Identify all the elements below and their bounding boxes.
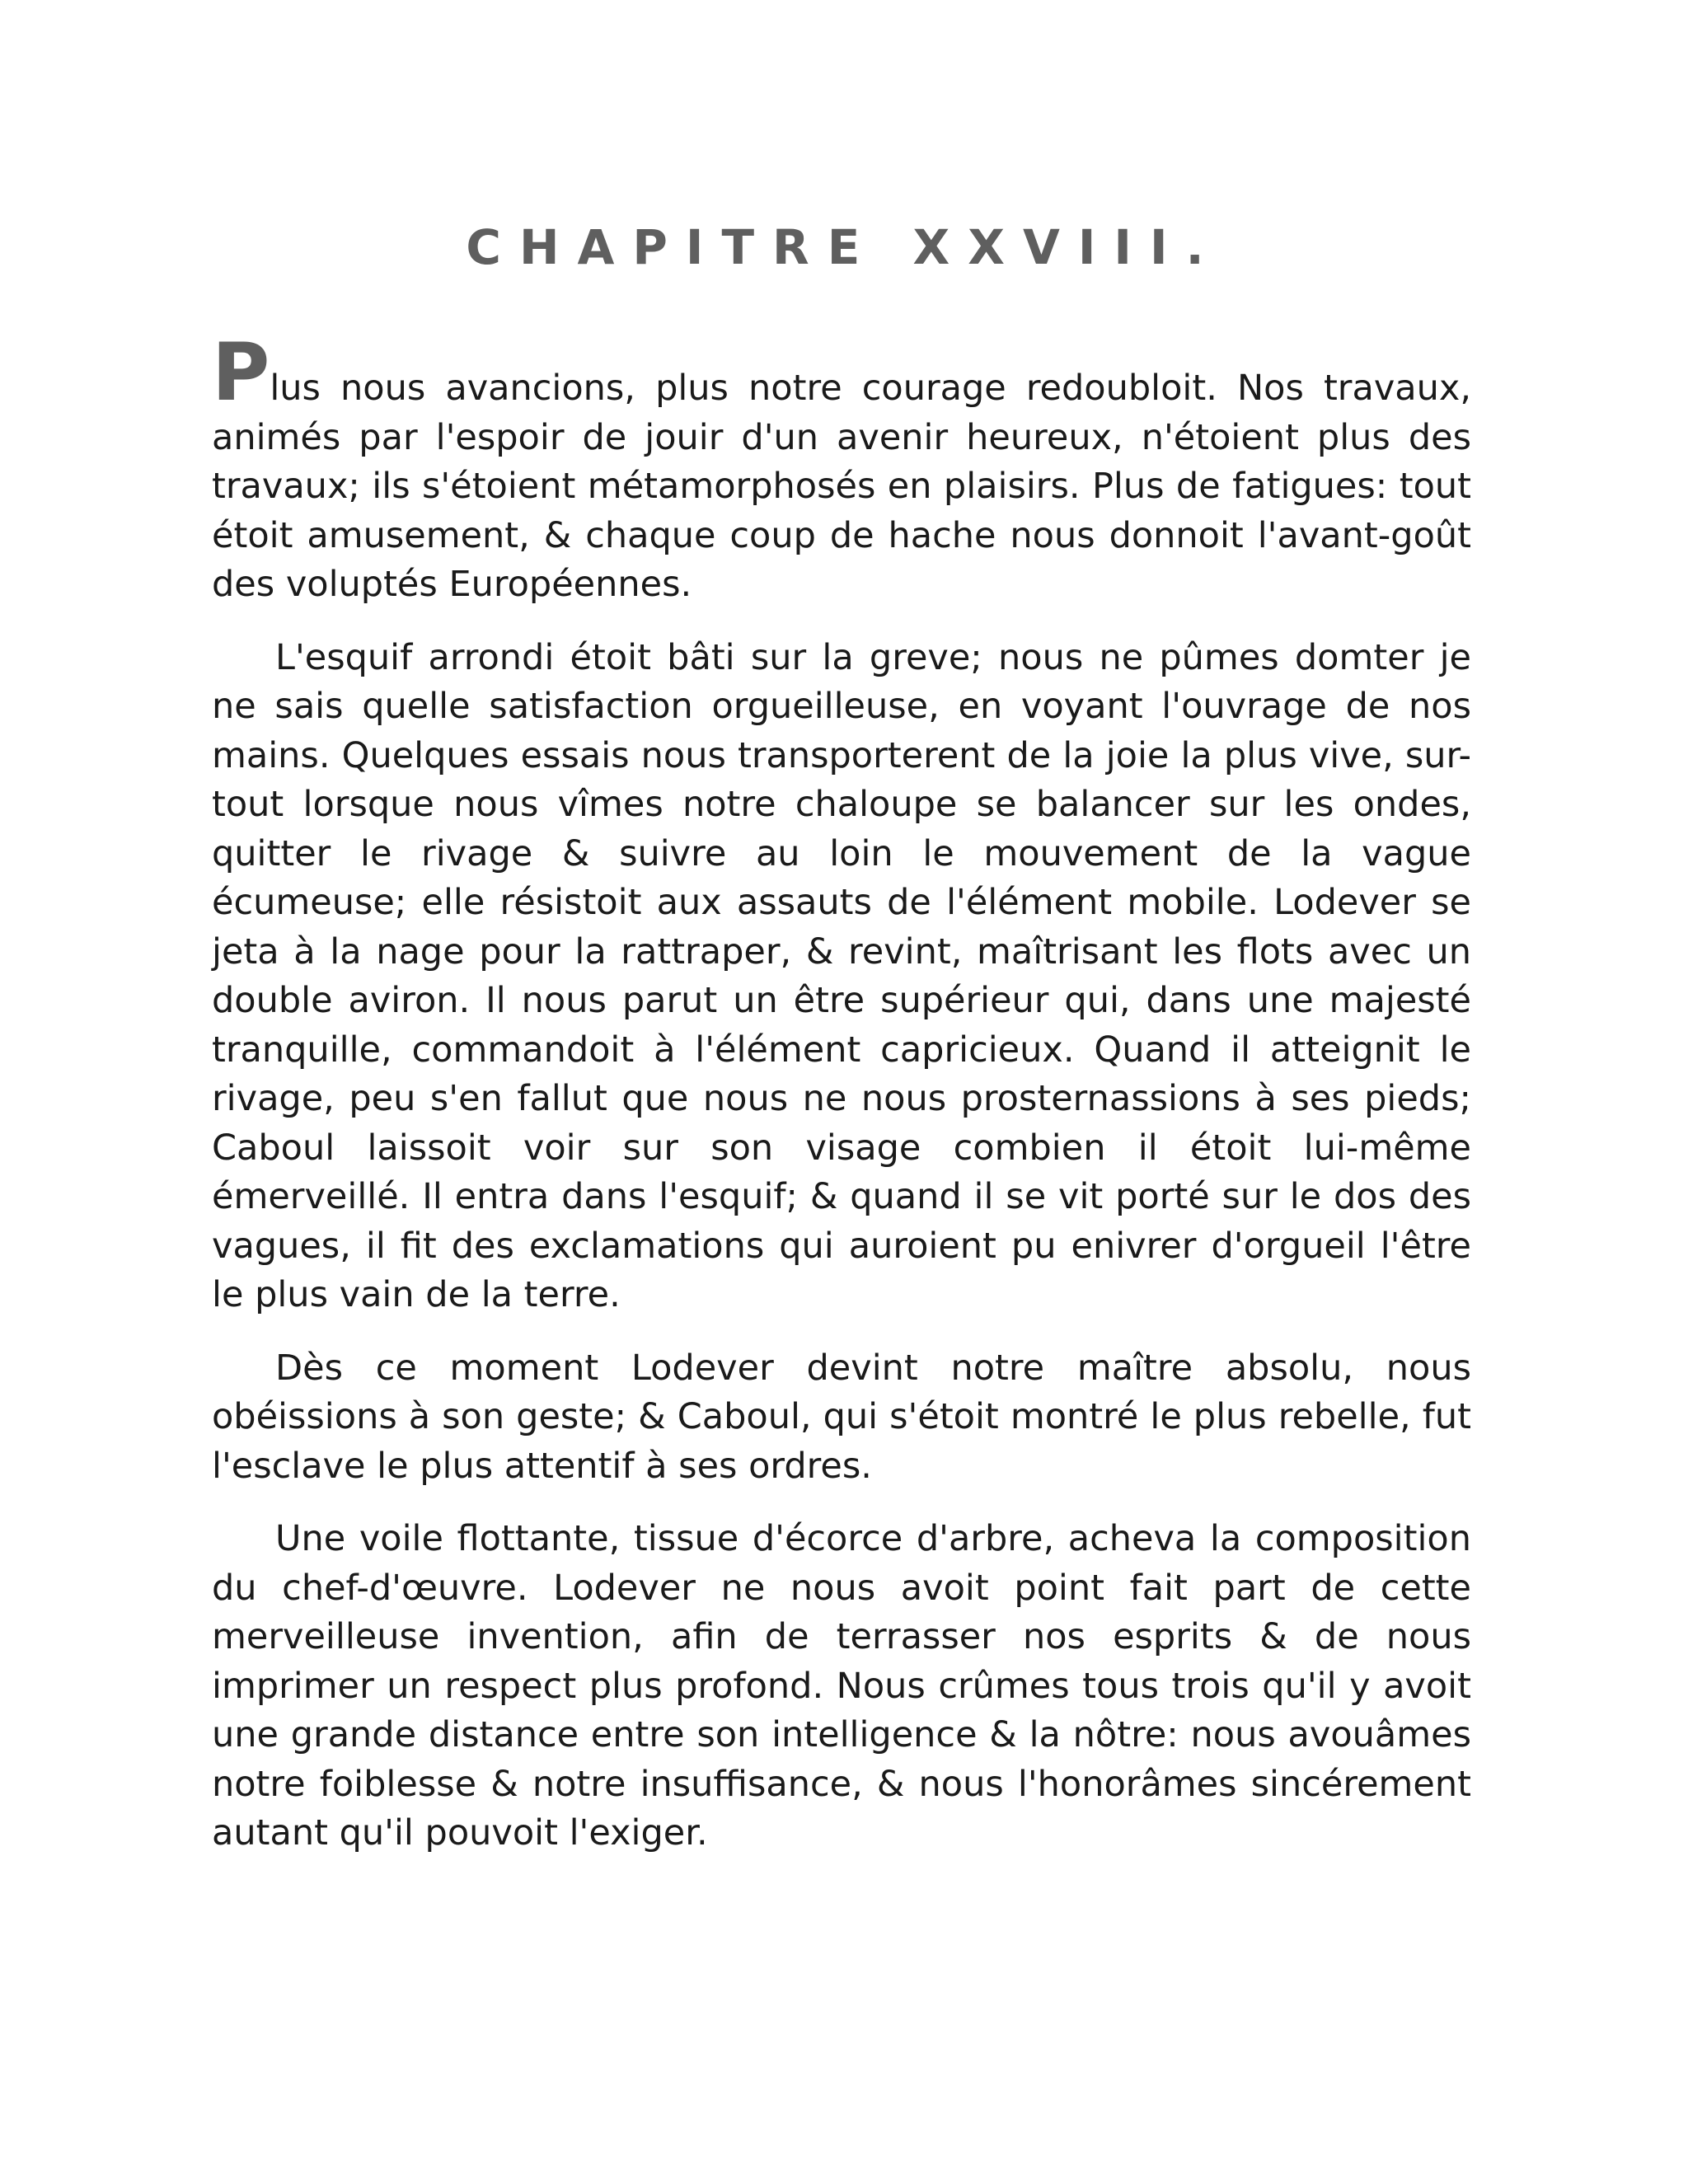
paragraph-3: Dès ce moment Lodever devint notre maître absolu, nous obéissions à son geste; & Caboul, qui s'étoit montré le plus rebelle, fut l'esclave le plus attentif à ses ordres. — [212, 1347, 1471, 1487]
chapter-title: CHAPITRE XXVIII. — [466, 219, 1222, 275]
paragraph-1-text: lus nous avancions, plus notre courage redoubloit. Nos travaux, animés par l'espoir de jouir d'un avenir heureux, n'étoient plus des travaux; ils s'étoient métamorphosés en plaisirs. Plus de fatigues: tout étoit amusement, & chaque coup de hache nous donnoit l'avant-goût des voluptés Européennes. — [212, 368, 1471, 605]
paragraph-2: L'esquif arrondi étoit bâti sur la greve; nous ne pûmes domter je ne sais quelle satisfaction orgueilleuse, en voyant l'ouvrage de nos mains. Quelques essais nous transporterent de la joie la plus vive, sur-tout lorsque nous vîmes notre chaloupe se balancer sur les ondes, quitter le rivage & suivre au loin le mouvement de la vague écumeuse; elle résistoit aux assauts de l'élément mobile. Lodever se jeta à la nage pour la rattraper, & revint, maîtrisant les flots avec un double aviron. Il nous parut un être supérieur qui, dans une majesté tranquille, commandoit à l'élément capricieux. Quand il atteignit le rivage, peu s'en fallut que nous ne nous prosternassions à ses pieds; Caboul laissoit voir sur son visage combien il étoit lui-même émerveillé. Il entra dans l'esquif; & quand il se vit porté sur le dos des vagues, il fit des exclamations qui auroient pu enivrer d'orgueil l'être le plus vain de la terre. — [212, 636, 1471, 1315]
chapter-body — [212, 326, 1471, 1882]
paragraph-4: Une voile flottante, tissue d'écorce d'arbre, acheva la composition du chef-d'œuvre. Lodever ne nous avoit point fait part de cette merveilleuse invention, afin de terrasser nos esprits & de nous imprimer un respect plus profond. Nous crûmes tous trois qu'il y avoit une grande distance entre son intelligence & la nôtre: nous avouâmes notre foiblesse & notre insuffisance, & nous l'honorâmes sincérement autant qu'il pouvoit l'exiger. — [212, 1518, 1471, 1854]
drop-cap: P — [212, 326, 270, 419]
paragraph-1 — [212, 326, 1471, 610]
